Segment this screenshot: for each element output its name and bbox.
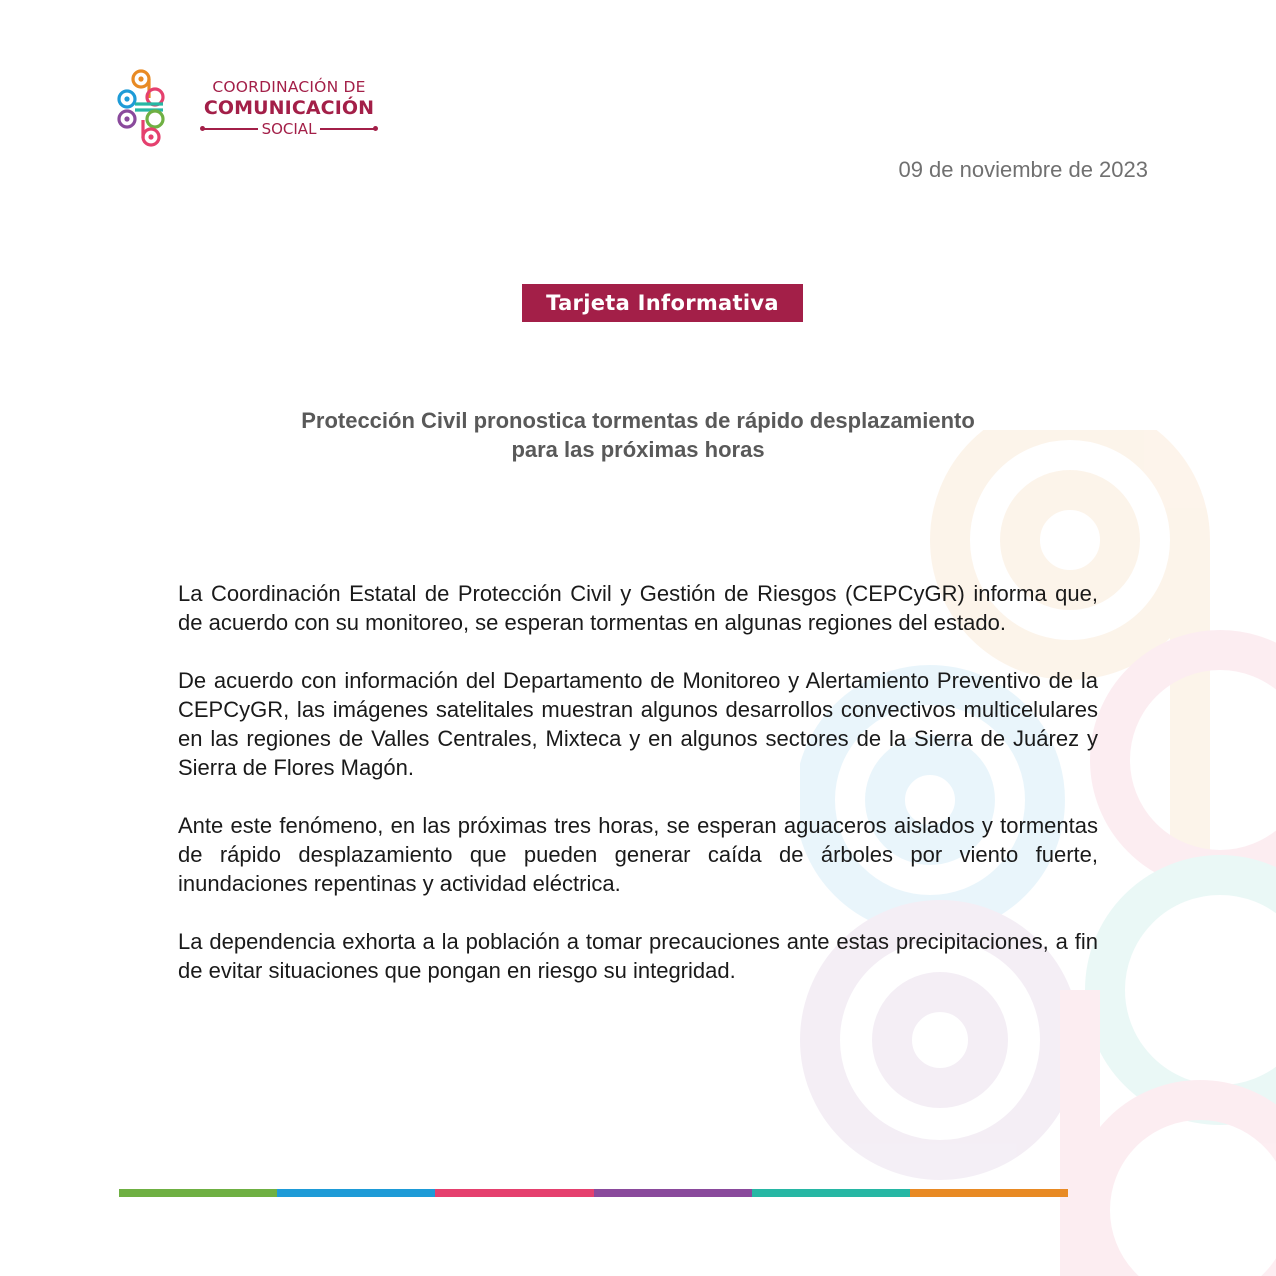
color-bar-segment (910, 1189, 1068, 1197)
paragraph-1: La Coordinación Estatal de Protección Civil y Gestión de Riesgos (CEPCyGR) informa que, de acuerdo con su monitoreo, se esperan tormentas en algunas regiones del estado. (178, 581, 1098, 635)
logo-right-rule (320, 128, 376, 130)
logo-line-1: COORDINACIÓN DE (212, 78, 366, 96)
logo-emblem-icon (117, 68, 167, 148)
logo-line-3 (184, 120, 394, 138)
document-date: 09 de noviembre de 2023 (898, 157, 1148, 182)
color-bar-segment (752, 1189, 910, 1197)
color-bar-segment (277, 1189, 435, 1197)
logo-left-rule (202, 128, 258, 130)
color-bar-segment (119, 1189, 277, 1197)
paragraph-3: Ante este fenómeno, en las próximas tres horas, se esperan aguaceros aislados y tormentas de rápido desplazamiento que pueden generar caída de árboles por viento fuerte, inundaciones repentinas y actividad eléctrica. (178, 813, 1098, 896)
headline-line-2: para las próximas horas (511, 437, 765, 462)
logo-line-3-text: SOCIAL (261, 120, 317, 138)
footer-color-bar (119, 1189, 1068, 1197)
logo-line-2: COMUNICACIÓN (203, 97, 375, 119)
headline (178, 406, 1098, 464)
document-body (178, 579, 1098, 1014)
document-type-badge: Tarjeta Informativa (522, 284, 803, 322)
organization-logo (117, 68, 397, 152)
logo-ring-green (147, 111, 163, 127)
paragraph-4: La dependencia exhorta a la población a tomar precauciones ante estas precipitaciones, a fin de evitar situaciones que pongan en riesgo su integridad. (178, 929, 1098, 983)
color-bar-segment (435, 1189, 593, 1197)
color-bar-segment (594, 1189, 752, 1197)
headline-line-1: Protección Civil pronostica tormentas de rápido desplazamiento (301, 408, 975, 433)
paragraph-2: De acuerdo con información del Departamento de Monitoreo y Alertamiento Preventivo de la CEPCyGR, las imágenes satelitales muestran algunos desarrollos convectivos multicelulares en las regiones de Valles Centrales, Mixteca y en algunos sectores de la Sierra de Juárez y Sierra de Flores Magón. (178, 668, 1098, 780)
logo-text (184, 78, 394, 138)
